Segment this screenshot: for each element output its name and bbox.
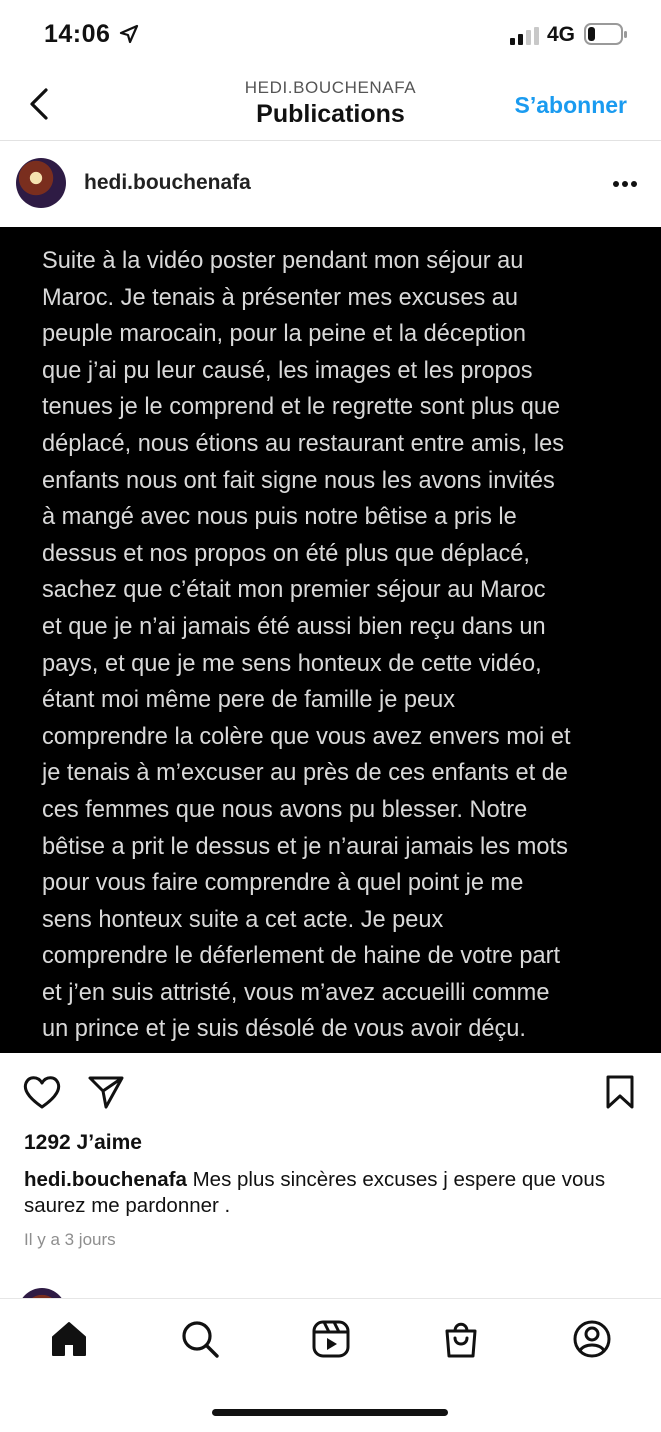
location-arrow-icon	[119, 24, 139, 44]
post-timestamp: Il y a 3 jours	[24, 1230, 116, 1249]
post-image[interactable]	[0, 227, 661, 1053]
post-header	[0, 141, 661, 227]
caption-username[interactable]: hedi.bouchenafa	[24, 1168, 187, 1191]
account-name-header: HEDI.BOUCHENAFA	[244, 78, 417, 97]
nav-header	[0, 70, 661, 141]
like-count[interactable]: 1292 J’aime	[24, 1131, 142, 1154]
page-title: Publications	[256, 100, 405, 128]
status-bar	[0, 0, 661, 70]
battery-icon	[584, 22, 628, 48]
more-options-icon[interactable]	[612, 179, 638, 189]
profile-icon[interactable]	[572, 1319, 612, 1359]
share-icon[interactable]	[87, 1074, 125, 1110]
bookmark-icon[interactable]	[605, 1074, 635, 1110]
home-icon[interactable]	[49, 1319, 89, 1359]
post-image-text: Suite à la vidéo poster pendant mon séjour au Maroc. Je tenais à présenter mes excuses au peuple marocain, pour la peine et la déception que j’ai pu leur causé, les images et les propos tenues je le comprend et le regrette sont plus que déplacé, nous étions au restaurant entre amis, les enfants nous ont fait signe nous les avons invités à mangé avec nous puis notre bêtise a pris le dessus et nos propos on été plus que déplacé, sachez que c’était mon premier séjour au Maroc et que je n’ai jamais été aussi bien reçu dans un pays, et que je me sens honteux de cette vidéo, étant moi même pere de famille je peux comprendre la colère que vous avez envers moi et je tenais à m’excuser au près de ces enfants et de ces femmes que nous avons pu blesser. Notre bêtise a prit le dessus et je n’aurai jamais les mots pour vous faire comprendre à quel point je me sens honteux suite a cet acte. Je peux comprendre le déferlement de haine de votre part et j’en suis attristé, vous m’avez accueilli comme un prince et je suis désolé de vous avoir déçu.	[42, 248, 571, 1043]
network-type: 4G	[547, 23, 576, 46]
reels-icon[interactable]	[311, 1319, 351, 1359]
caption-text: Mes plus sincères excuses j espere que vous saurez me pardonner .	[24, 1168, 606, 1217]
signal-strength-icon	[510, 27, 540, 45]
heart-icon[interactable]	[22, 1074, 62, 1110]
subscribe-button[interactable]: S’abonner	[514, 92, 627, 118]
avatar[interactable]	[16, 158, 66, 208]
bottom-tab-bar	[0, 1298, 661, 1432]
post-caption	[24, 1167, 636, 1219]
post-username[interactable]: hedi.bouchenafa	[84, 171, 251, 194]
status-time: 14:06	[44, 20, 111, 48]
home-indicator[interactable]	[212, 1409, 448, 1416]
post-actions	[0, 1060, 661, 1124]
search-icon[interactable]	[180, 1319, 220, 1359]
shop-icon[interactable]	[441, 1319, 481, 1359]
